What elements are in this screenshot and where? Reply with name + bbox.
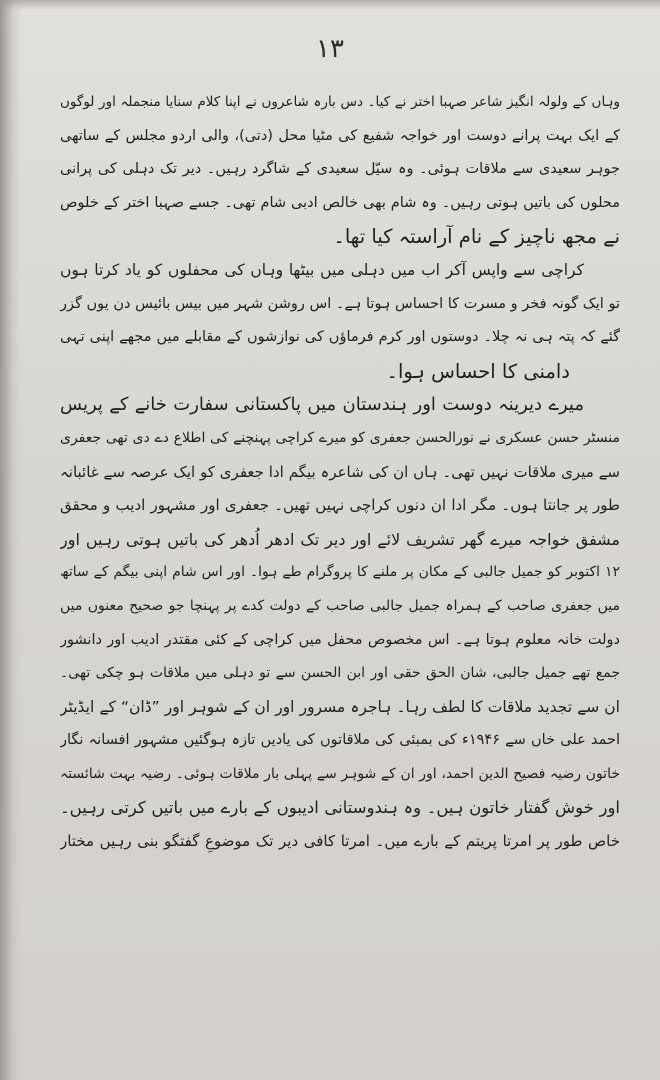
text-line: میرے دیرینہ دوست اور ہندستان میں پاکستانی سفارت خانے کے پریس <box>60 394 584 416</box>
text-line: سے میری ملاقات نہیں تھی۔ ہاں ان کی شاعرہ بیگم ادا جعفری کو ایک عرصہ سے غائبانہ <box>60 462 620 481</box>
text-line: ان سے تجدید ملاقات کا لطف رہا۔ ہاجرہ مسرور اور ان کے شوہر اور ”ڈان“ کے ایڈیٹر <box>60 697 620 716</box>
text-line: تو ایک گونہ فخر و مسرت کا احساس ہوتا ہے۔ اس روشن شہر میں بیس بائیس دن یوں گزر <box>60 295 620 312</box>
text-line: ۱۲ اکتوبر کو جمیل جالبی کے مکان پر ملنے کا پروگرام طے ہوا۔ اور اس شام اپنی بیگم کے ساتھ <box>60 564 620 581</box>
text-line: کے ایک بہت پرانے دوست اور خواجہ شفیع کی مٹیا محل (دتی)، والی اردو مجلس کے ساتھی <box>60 127 620 144</box>
page-body <box>60 86 620 859</box>
text-line: طور پر جانتا ہوں۔ مگر ادا ان دنوں کراچی نہیں تھیں۔ جعفری اور مشہور ادیب و محقق <box>60 496 620 515</box>
page-number: ۱۳ <box>316 34 344 64</box>
text-line: خاص طور پر امرتا پریتم کے بارے میں۔ امرتا کافی دیر تک موضوعِ گفتگو بنی رہیں مختار <box>60 832 620 851</box>
text-line: دولت خانہ معلوم ہوتا ہے۔ اس مخصوص محفل میں کراچی کے کئی مقتدر ادیب اور دانشور <box>60 631 620 648</box>
text-line: گئے کہ پتہ ہی نہ چلا۔ دوستوں اور کرم فرماؤں کی نوازشوں کے مقابلے میں مجھے اپنی تہی <box>60 329 620 346</box>
text-line: منسٹر حسن عسکری نے نورالحسن جعفری کو میرے کراچی پہنچنے کی اطلاع دے دی تھی جعفری <box>60 429 620 446</box>
text-line: کراچی سے واپس آکر اب میں دہلی میں بیٹھا وہاں کی محفلوں کو یاد کرتا ہوں <box>60 260 584 279</box>
text-line: خاتون رضیہ فصیح الدین احمد، اور ان کے شوہر سے پہلی بار ملاقات ہوئی۔ رضیہ بہت شائستہ <box>60 765 620 782</box>
top-edge-shadow <box>0 0 660 10</box>
text-line: جمع تھے جمیل جالبی، شان الحق حقی اور ابن الحسن سے تو دہلی میں ملاقات ہو چکی تھی۔ <box>60 665 620 682</box>
text-line: وہاں کے ولولہ انگیز شاعر صہبا اختر نے کیا۔ دس بارہ شاعروں نے اپنا کلام سنایا منجملہ اور لوگوں <box>60 94 620 110</box>
binding-shadow <box>0 0 22 1080</box>
text-line: جوہر سعیدی سے ملاقات ہوئی۔ وہ سیّل سعیدی کے شاگرد رہیں۔ دیر تک دہلی کی پرانی <box>60 161 620 178</box>
text-line: اور خوش گفتار خاتون ہیں۔ وہ ہندوستانی ادیبوں کے بارے میں باتیں کرتی رہیں۔ <box>60 798 620 818</box>
text-line: میں جعفری صاحب کے ہمراہ جمیل جالبی صاحب کے دولت کدے پر پہنچا جو صحیح معنوں میں <box>60 597 620 614</box>
text-line: نے مجھ ناچیز کے نام آراستہ کیا تھا۔ <box>333 225 620 249</box>
text-line: احمد علی خاں سے ۱۹۴۶ء کی بمبئی کی ملاقاتوں کی یادیں تازہ ہوگئیں مشہور افسانہ نگار <box>60 732 620 749</box>
text-line: دامنی کا احساس ہوا۔ <box>386 359 570 383</box>
text-line: محلوں کی باتیں ہوتی رہیں۔ وہ شام بھی خالص ادبی شام تھی۔ جسے صہبا اختر کے خلوص <box>60 194 620 211</box>
text-line: مشفق خواجہ میرے گھر تشریف لائے اور دیر تک ادھر اُدھر کی باتیں ہوتی رہیں اور <box>60 529 620 549</box>
